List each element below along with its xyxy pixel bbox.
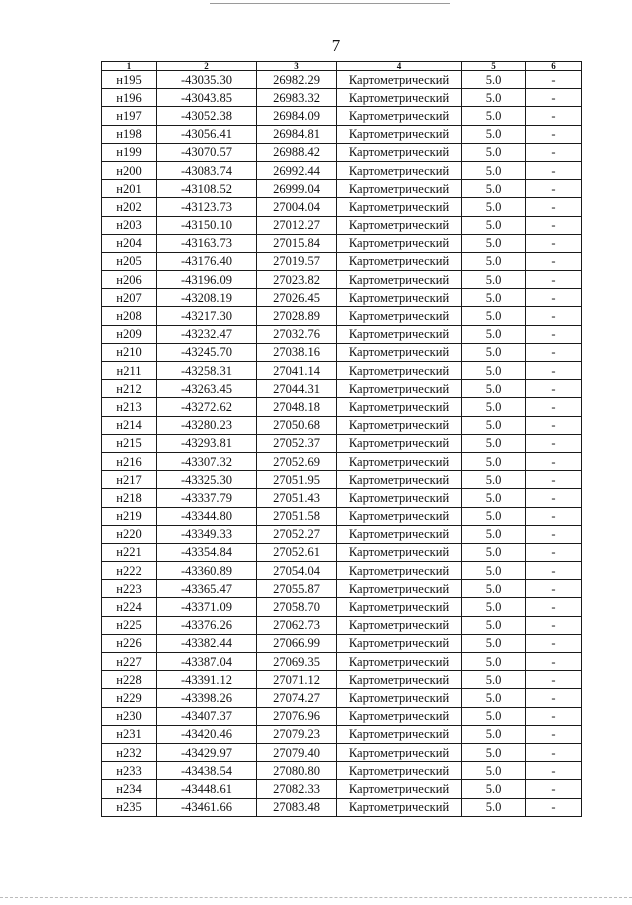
y-coordinate-cell: 27050.68 <box>257 416 337 434</box>
column-header-6: 6 <box>526 62 582 71</box>
y-coordinate-cell: 27041.14 <box>257 362 337 380</box>
table-row <box>102 71 582 89</box>
accuracy-cell: 5.0 <box>462 180 526 198</box>
x-coordinate-cell: -43344.80 <box>157 507 257 525</box>
point-id-cell: н195 <box>102 71 157 89</box>
table-row <box>102 798 582 816</box>
note-cell: - <box>526 216 582 234</box>
method-cell: Картометрический <box>337 725 462 743</box>
table-row <box>102 398 582 416</box>
point-id-cell: н234 <box>102 780 157 798</box>
x-coordinate-cell: -43208.19 <box>157 289 257 307</box>
accuracy-cell: 5.0 <box>462 71 526 89</box>
accuracy-cell: 5.0 <box>462 653 526 671</box>
note-cell: - <box>526 307 582 325</box>
accuracy-cell: 5.0 <box>462 307 526 325</box>
y-coordinate-cell: 27051.95 <box>257 471 337 489</box>
point-id-cell: н212 <box>102 380 157 398</box>
accuracy-cell: 5.0 <box>462 743 526 761</box>
note-cell: - <box>526 562 582 580</box>
table-row <box>102 689 582 707</box>
x-coordinate-cell: -43083.74 <box>157 161 257 179</box>
accuracy-cell: 5.0 <box>462 289 526 307</box>
table-row <box>102 107 582 125</box>
table-row <box>102 507 582 525</box>
y-coordinate-cell: 26992.44 <box>257 161 337 179</box>
accuracy-cell: 5.0 <box>462 89 526 107</box>
method-cell: Картометрический <box>337 289 462 307</box>
point-id-cell: н208 <box>102 307 157 325</box>
accuracy-cell: 5.0 <box>462 452 526 470</box>
y-coordinate-cell: 27028.89 <box>257 307 337 325</box>
point-id-cell: н196 <box>102 89 157 107</box>
accuracy-cell: 5.0 <box>462 380 526 398</box>
x-coordinate-cell: -43429.97 <box>157 743 257 761</box>
accuracy-cell: 5.0 <box>462 543 526 561</box>
column-header-5: 5 <box>462 62 526 71</box>
x-coordinate-cell: -43337.79 <box>157 489 257 507</box>
point-id-cell: н228 <box>102 671 157 689</box>
y-coordinate-cell: 27052.27 <box>257 525 337 543</box>
table-row <box>102 234 582 252</box>
x-coordinate-cell: -43387.04 <box>157 653 257 671</box>
point-id-cell: н226 <box>102 634 157 652</box>
y-coordinate-cell: 27012.27 <box>257 216 337 234</box>
x-coordinate-cell: -43263.45 <box>157 380 257 398</box>
method-cell: Картометрический <box>337 89 462 107</box>
point-id-cell: н210 <box>102 343 157 361</box>
table-row <box>102 289 582 307</box>
method-cell: Картометрический <box>337 616 462 634</box>
x-coordinate-cell: -43438.54 <box>157 762 257 780</box>
x-coordinate-cell: -43382.44 <box>157 634 257 652</box>
x-coordinate-cell: -43461.66 <box>157 798 257 816</box>
y-coordinate-cell: 27023.82 <box>257 271 337 289</box>
method-cell: Картометрический <box>337 343 462 361</box>
point-id-cell: н197 <box>102 107 157 125</box>
point-id-cell: н221 <box>102 543 157 561</box>
point-id-cell: н235 <box>102 798 157 816</box>
method-cell: Картометрический <box>337 216 462 234</box>
method-cell: Картометрический <box>337 143 462 161</box>
table-row <box>102 125 582 143</box>
accuracy-cell: 5.0 <box>462 234 526 252</box>
accuracy-cell: 5.0 <box>462 762 526 780</box>
column-header-1: 1 <box>102 62 157 71</box>
note-cell: - <box>526 653 582 671</box>
x-coordinate-cell: -43371.09 <box>157 598 257 616</box>
table-row <box>102 416 582 434</box>
x-coordinate-cell: -43232.47 <box>157 325 257 343</box>
y-coordinate-cell: 26988.42 <box>257 143 337 161</box>
table-row <box>102 743 582 761</box>
x-coordinate-cell: -43349.33 <box>157 525 257 543</box>
method-cell: Картометрический <box>337 471 462 489</box>
method-cell: Картометрический <box>337 580 462 598</box>
table-row <box>102 725 582 743</box>
accuracy-cell: 5.0 <box>462 525 526 543</box>
method-cell: Картометрический <box>337 125 462 143</box>
x-coordinate-cell: -43280.23 <box>157 416 257 434</box>
point-id-cell: н216 <box>102 452 157 470</box>
table-row <box>102 161 582 179</box>
table-row <box>102 89 582 107</box>
table-row <box>102 325 582 343</box>
x-coordinate-cell: -43163.73 <box>157 234 257 252</box>
y-coordinate-cell: 27069.35 <box>257 653 337 671</box>
y-coordinate-cell: 27026.45 <box>257 289 337 307</box>
y-coordinate-cell: 27052.61 <box>257 543 337 561</box>
accuracy-cell: 5.0 <box>462 143 526 161</box>
table-row <box>102 216 582 234</box>
point-id-cell: н230 <box>102 707 157 725</box>
note-cell: - <box>526 234 582 252</box>
y-coordinate-cell: 27079.23 <box>257 725 337 743</box>
note-cell: - <box>526 634 582 652</box>
x-coordinate-cell: -43176.40 <box>157 252 257 270</box>
x-coordinate-cell: -43272.62 <box>157 398 257 416</box>
point-id-cell: н233 <box>102 762 157 780</box>
method-cell: Картометрический <box>337 762 462 780</box>
point-id-cell: н206 <box>102 271 157 289</box>
x-coordinate-cell: -43376.26 <box>157 616 257 634</box>
method-cell: Картометрический <box>337 434 462 452</box>
y-coordinate-cell: 27083.48 <box>257 798 337 816</box>
y-coordinate-cell: 27004.04 <box>257 198 337 216</box>
accuracy-cell: 5.0 <box>462 707 526 725</box>
y-coordinate-cell: 26984.09 <box>257 107 337 125</box>
x-coordinate-cell: -43398.26 <box>157 689 257 707</box>
method-cell: Картометрический <box>337 562 462 580</box>
x-coordinate-cell: -43325.30 <box>157 471 257 489</box>
y-coordinate-cell: 27054.04 <box>257 562 337 580</box>
accuracy-cell: 5.0 <box>462 507 526 525</box>
point-id-cell: н215 <box>102 434 157 452</box>
note-cell: - <box>526 780 582 798</box>
method-cell: Картометрический <box>337 198 462 216</box>
table-row <box>102 452 582 470</box>
x-coordinate-cell: -43307.32 <box>157 452 257 470</box>
x-coordinate-cell: -43217.30 <box>157 307 257 325</box>
note-cell: - <box>526 580 582 598</box>
coordinates-table <box>101 61 582 817</box>
note-cell: - <box>526 543 582 561</box>
table-row <box>102 580 582 598</box>
note-cell: - <box>526 743 582 761</box>
method-cell: Картометрический <box>337 71 462 89</box>
x-coordinate-cell: -43245.70 <box>157 343 257 361</box>
y-coordinate-cell: 27051.58 <box>257 507 337 525</box>
accuracy-cell: 5.0 <box>462 562 526 580</box>
y-coordinate-cell: 27066.99 <box>257 634 337 652</box>
note-cell: - <box>526 89 582 107</box>
y-coordinate-cell: 27015.84 <box>257 234 337 252</box>
note-cell: - <box>526 507 582 525</box>
method-cell: Картометрический <box>337 271 462 289</box>
x-coordinate-cell: -43360.89 <box>157 562 257 580</box>
method-cell: Картометрический <box>337 525 462 543</box>
page-number: 7 <box>331 36 341 55</box>
y-coordinate-cell: 27080.80 <box>257 762 337 780</box>
accuracy-cell: 5.0 <box>462 580 526 598</box>
accuracy-cell: 5.0 <box>462 689 526 707</box>
table-row <box>102 762 582 780</box>
method-cell: Картометрический <box>337 489 462 507</box>
note-cell: - <box>526 362 582 380</box>
method-cell: Картометрический <box>337 671 462 689</box>
y-coordinate-cell: 27052.37 <box>257 434 337 452</box>
note-cell: - <box>526 289 582 307</box>
accuracy-cell: 5.0 <box>462 325 526 343</box>
table-row <box>102 780 582 798</box>
accuracy-cell: 5.0 <box>462 125 526 143</box>
table-row <box>102 271 582 289</box>
note-cell: - <box>526 143 582 161</box>
method-cell: Картометрический <box>337 398 462 416</box>
note-cell: - <box>526 161 582 179</box>
column-header-3: 3 <box>257 62 337 71</box>
point-id-cell: н203 <box>102 216 157 234</box>
point-id-cell: н213 <box>102 398 157 416</box>
accuracy-cell: 5.0 <box>462 107 526 125</box>
table-row <box>102 143 582 161</box>
y-coordinate-cell: 27051.43 <box>257 489 337 507</box>
point-id-cell: н205 <box>102 252 157 270</box>
accuracy-cell: 5.0 <box>462 416 526 434</box>
table-row <box>102 543 582 561</box>
point-id-cell: н231 <box>102 725 157 743</box>
y-coordinate-cell: 27055.87 <box>257 580 337 598</box>
point-id-cell: н220 <box>102 525 157 543</box>
y-coordinate-cell: 27058.70 <box>257 598 337 616</box>
accuracy-cell: 5.0 <box>462 398 526 416</box>
method-cell: Картометрический <box>337 161 462 179</box>
point-id-cell: н209 <box>102 325 157 343</box>
table-row <box>102 380 582 398</box>
accuracy-cell: 5.0 <box>462 634 526 652</box>
method-cell: Картометрический <box>337 689 462 707</box>
point-id-cell: н199 <box>102 143 157 161</box>
y-coordinate-cell: 27062.73 <box>257 616 337 634</box>
method-cell: Картометрический <box>337 653 462 671</box>
point-id-cell: н223 <box>102 580 157 598</box>
x-coordinate-cell: -43043.85 <box>157 89 257 107</box>
x-coordinate-cell: -43056.41 <box>157 125 257 143</box>
method-cell: Картометрический <box>337 307 462 325</box>
note-cell: - <box>526 798 582 816</box>
x-coordinate-cell: -43035.30 <box>157 71 257 89</box>
table-row <box>102 471 582 489</box>
method-cell: Картометрический <box>337 452 462 470</box>
method-cell: Картометрический <box>337 107 462 125</box>
x-coordinate-cell: -43420.46 <box>157 725 257 743</box>
x-coordinate-cell: -43258.31 <box>157 362 257 380</box>
table-row <box>102 252 582 270</box>
point-id-cell: н214 <box>102 416 157 434</box>
method-cell: Картометрический <box>337 798 462 816</box>
y-coordinate-cell: 27052.69 <box>257 452 337 470</box>
point-id-cell: н218 <box>102 489 157 507</box>
note-cell: - <box>526 71 582 89</box>
y-coordinate-cell: 26983.32 <box>257 89 337 107</box>
point-id-cell: н201 <box>102 180 157 198</box>
y-coordinate-cell: 27082.33 <box>257 780 337 798</box>
method-cell: Картометрический <box>337 743 462 761</box>
note-cell: - <box>526 689 582 707</box>
method-cell: Картометрический <box>337 362 462 380</box>
point-id-cell: н227 <box>102 653 157 671</box>
table-row <box>102 489 582 507</box>
note-cell: - <box>526 416 582 434</box>
table-body <box>102 71 582 817</box>
point-id-cell: н219 <box>102 507 157 525</box>
point-id-cell: н232 <box>102 743 157 761</box>
page-top-rule <box>210 3 450 4</box>
table-row <box>102 671 582 689</box>
method-cell: Картометрический <box>337 634 462 652</box>
table-row <box>102 525 582 543</box>
accuracy-cell: 5.0 <box>462 434 526 452</box>
method-cell: Картометрический <box>337 252 462 270</box>
y-coordinate-cell: 27019.57 <box>257 252 337 270</box>
point-id-cell: н225 <box>102 616 157 634</box>
table-row <box>102 307 582 325</box>
table-row <box>102 707 582 725</box>
method-cell: Картометрический <box>337 507 462 525</box>
x-coordinate-cell: -43150.10 <box>157 216 257 234</box>
y-coordinate-cell: 27071.12 <box>257 671 337 689</box>
note-cell: - <box>526 725 582 743</box>
accuracy-cell: 5.0 <box>462 471 526 489</box>
accuracy-cell: 5.0 <box>462 616 526 634</box>
note-cell: - <box>526 198 582 216</box>
point-id-cell: н202 <box>102 198 157 216</box>
point-id-cell: н200 <box>102 161 157 179</box>
table-row <box>102 616 582 634</box>
accuracy-cell: 5.0 <box>462 780 526 798</box>
method-cell: Картометрический <box>337 598 462 616</box>
accuracy-cell: 5.0 <box>462 671 526 689</box>
accuracy-cell: 5.0 <box>462 216 526 234</box>
y-coordinate-cell: 26982.29 <box>257 71 337 89</box>
accuracy-cell: 5.0 <box>462 161 526 179</box>
x-coordinate-cell: -43070.57 <box>157 143 257 161</box>
table-row <box>102 198 582 216</box>
table-row <box>102 634 582 652</box>
table-row <box>102 434 582 452</box>
x-coordinate-cell: -43407.37 <box>157 707 257 725</box>
accuracy-cell: 5.0 <box>462 198 526 216</box>
x-coordinate-cell: -43448.61 <box>157 780 257 798</box>
table-row <box>102 343 582 361</box>
x-coordinate-cell: -43365.47 <box>157 580 257 598</box>
accuracy-cell: 5.0 <box>462 798 526 816</box>
method-cell: Картометрический <box>337 234 462 252</box>
point-id-cell: н211 <box>102 362 157 380</box>
table-row <box>102 653 582 671</box>
table-row <box>102 362 582 380</box>
point-id-cell: н222 <box>102 562 157 580</box>
note-cell: - <box>526 471 582 489</box>
method-cell: Картометрический <box>337 380 462 398</box>
accuracy-cell: 5.0 <box>462 271 526 289</box>
y-coordinate-cell: 27044.31 <box>257 380 337 398</box>
y-coordinate-cell: 27032.76 <box>257 325 337 343</box>
table-row <box>102 562 582 580</box>
x-coordinate-cell: -43354.84 <box>157 543 257 561</box>
note-cell: - <box>526 452 582 470</box>
table-row <box>102 180 582 198</box>
x-coordinate-cell: -43108.52 <box>157 180 257 198</box>
y-coordinate-cell: 27038.16 <box>257 343 337 361</box>
note-cell: - <box>526 271 582 289</box>
y-coordinate-cell: 27076.96 <box>257 707 337 725</box>
y-coordinate-cell: 27048.18 <box>257 398 337 416</box>
accuracy-cell: 5.0 <box>462 252 526 270</box>
point-id-cell: н204 <box>102 234 157 252</box>
note-cell: - <box>526 398 582 416</box>
table-header-row <box>102 62 582 71</box>
x-coordinate-cell: -43123.73 <box>157 198 257 216</box>
column-header-2: 2 <box>157 62 257 71</box>
note-cell: - <box>526 598 582 616</box>
note-cell: - <box>526 489 582 507</box>
x-coordinate-cell: -43293.81 <box>157 434 257 452</box>
page-bottom-rule <box>0 897 632 898</box>
method-cell: Картометрический <box>337 325 462 343</box>
method-cell: Картометрический <box>337 543 462 561</box>
point-id-cell: н217 <box>102 471 157 489</box>
point-id-cell: н198 <box>102 125 157 143</box>
note-cell: - <box>526 107 582 125</box>
method-cell: Картометрический <box>337 416 462 434</box>
note-cell: - <box>526 343 582 361</box>
accuracy-cell: 5.0 <box>462 362 526 380</box>
note-cell: - <box>526 671 582 689</box>
table-row <box>102 598 582 616</box>
method-cell: Картометрический <box>337 780 462 798</box>
method-cell: Картометрический <box>337 707 462 725</box>
point-id-cell: н229 <box>102 689 157 707</box>
point-id-cell: н224 <box>102 598 157 616</box>
note-cell: - <box>526 616 582 634</box>
accuracy-cell: 5.0 <box>462 725 526 743</box>
note-cell: - <box>526 180 582 198</box>
accuracy-cell: 5.0 <box>462 598 526 616</box>
note-cell: - <box>526 252 582 270</box>
note-cell: - <box>526 434 582 452</box>
accuracy-cell: 5.0 <box>462 343 526 361</box>
column-header-4: 4 <box>337 62 462 71</box>
note-cell: - <box>526 707 582 725</box>
note-cell: - <box>526 325 582 343</box>
x-coordinate-cell: -43391.12 <box>157 671 257 689</box>
note-cell: - <box>526 125 582 143</box>
note-cell: - <box>526 762 582 780</box>
note-cell: - <box>526 525 582 543</box>
y-coordinate-cell: 26999.04 <box>257 180 337 198</box>
accuracy-cell: 5.0 <box>462 489 526 507</box>
method-cell: Картометрический <box>337 180 462 198</box>
y-coordinate-cell: 27074.27 <box>257 689 337 707</box>
y-coordinate-cell: 27079.40 <box>257 743 337 761</box>
note-cell: - <box>526 380 582 398</box>
y-coordinate-cell: 26984.81 <box>257 125 337 143</box>
x-coordinate-cell: -43052.38 <box>157 107 257 125</box>
x-coordinate-cell: -43196.09 <box>157 271 257 289</box>
point-id-cell: н207 <box>102 289 157 307</box>
